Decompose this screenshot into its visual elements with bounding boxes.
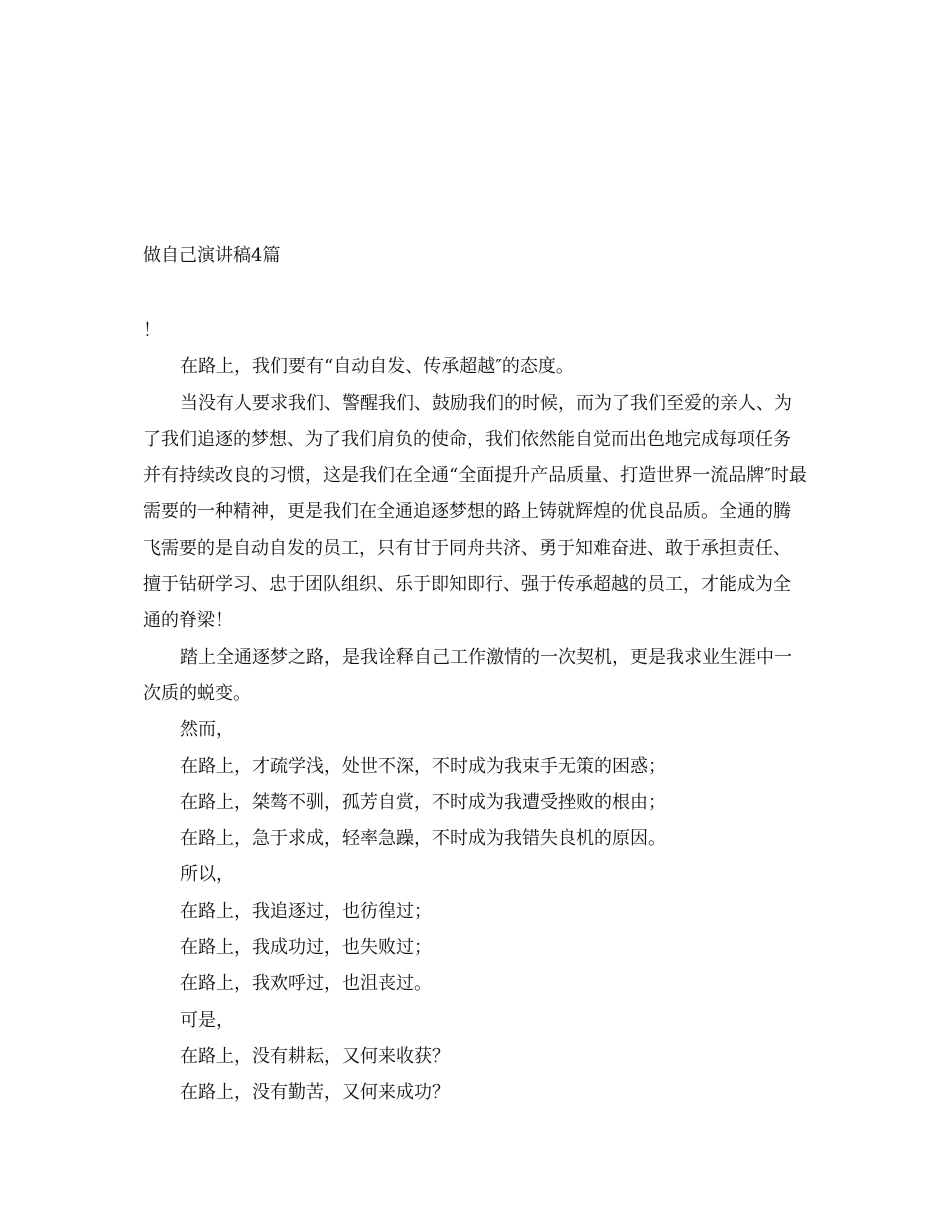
paragraph: 在路上，我成功过，也失败过；	[180, 937, 432, 959]
paragraph: 在路上，我们要有“自动自发、传承超越″的态度。	[180, 356, 574, 378]
document-body	[143, 313, 808, 1112]
paragraph: 在路上，没有耕耘，又何来收获？	[180, 1045, 450, 1067]
paragraph: 在路上，才疏学浅，处世不深，不时成为我束手无策的困惑；	[180, 755, 666, 777]
paragraph: 在路上，没有勤苦，又何来成功？	[180, 1082, 450, 1104]
paragraph: 在路上，我追逐过，也彷徨过；	[180, 900, 432, 922]
paragraph: 当没有人要求我们、警醒我们、鼓励我们的时候，而为了我们至爱的亲人、为了我们追逐的梦想、为了我们肩负的使命，我们依然能自觉而出色地完成每项任务并有持续改良的习惯，这是我们在全通“全面提升产品质量、打造世界一流品牌″时最需要的一种精神，更是我们在全通追逐梦想的路上铸就辉煌的优良品质。全通的腾飞需要的是自动自发的员工，只有甘于同舟共济、勇于知难奋进、敢于承担责任、擅于钻研学习、忠于团队组织、乐于即知即行、强于传承超越的员工，才能成为全通的脊梁！	[143, 392, 807, 632]
paragraph: 然而，	[180, 719, 234, 741]
document-title: 做自己演讲稿4篇	[143, 245, 281, 266]
paragraph: 在路上，桀骜不驯，孤芳自赏，不时成为我遭受挫败的根由；	[180, 791, 666, 813]
paragraph: 可是，	[180, 1009, 234, 1031]
paragraph: ！	[143, 320, 161, 341]
paragraph: 所以，	[180, 864, 234, 886]
paragraph: 踏上全通逐梦之路，是我诠释自己工作激情的一次契机，更是我求业生涯中一次质的蜕变。	[143, 646, 792, 704]
paragraph: 在路上，急于求成，轻率急躁，不时成为我错失良机的原因。	[180, 828, 666, 850]
paragraph: 在路上，我欢呼过，也沮丧过。	[180, 973, 432, 995]
